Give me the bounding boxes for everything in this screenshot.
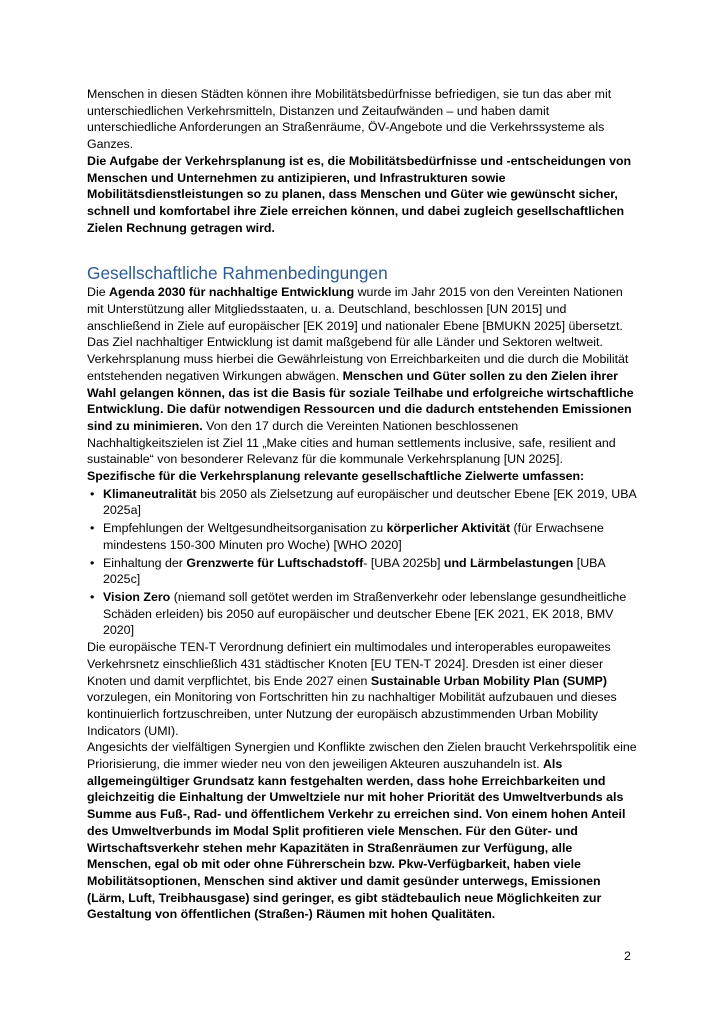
section-heading: Gesellschaftliche Rahmenbedingungen: [87, 263, 388, 284]
list-item-physical-activity: • Empfehlungen der Weltgesundheitsorganisation zu körperlicher Aktivität (für Erwachsene mindestens 150-300 Minuten pro Woche) [WHO 2020]: [87, 520, 637, 553]
document-page: [87, 86, 637, 923]
page-number: 2: [624, 949, 631, 963]
target-values-intro: Spezifische für die Verkehrsplanung relevante gesellschaftliche Zielwerte umfassen:: [87, 469, 585, 484]
target-values-list: [87, 486, 637, 639]
ten-t-paragraph: Die europäische TEN-T Verordnung definiert ein multimodales und interoperables europaweites Verkehrsnetz einschließlich 431 städtischer Knoten [EU TEN-T 2024]. Dresden ist einer dieser Knoten und damit verpflichtet, bis Ende 2027 einen Sustainable Urban Mobility Plan (SUMP) vorzulegen, ein Monitoring von Fortschritten hin zu nachhaltiger Mobilität aufzubauen und dieses kontinuierlich fortzuschreiben, unter Nutzung der europäisch abzustimmenden Urban Mobility Indicators (UMI).: [87, 640, 617, 738]
list-item-vision-zero: • Vision Zero (niemand soll getötet werden im Straßenverkehr oder lebenslange gesundheitliche Schäden erleiden) bis 2050 auf europäischer und deutscher Ebene [EK 2021, EK 2018, BMV 2020]: [87, 589, 637, 639]
list-item-climate: • Klimaneutralität bis 2050 als Zielsetzung auf europäischer und deutscher Ebene [EK 2019, UBA 2025a]: [87, 486, 637, 519]
list-item-pollution-limits: • Einhaltung der Grenzwerte für Luftschadstoff- [UBA 2025b] und Lärmbelastungen [UBA 2025c]: [87, 555, 637, 588]
agenda-paragraph: Die Agenda 2030 für nachhaltige Entwicklung wurde im Jahr 2015 von den Vereinten Nationen mit Unterstützung aller Mitgliedsstaaten, u. a. Deutschland, beschlossen [UN 2015] und anschließend in Ziele auf europäischer [EK 2019] und nationaler Ebene [BMUKN 2025] übersetzt. Das Ziel nachhaltiger Entwicklung ist damit maßgebend für alle Länder und Sektoren weltweit. Verkehrsplanung muss hierbei die Gewährleistung von Erreichbarkeiten und die durch die Mobilität entstehenden negativen Wirkungen abwägen. Menschen und Güter sollen zu den Zielen ihrer Wahl gelangen können, das ist die Basis für soziale Teilhabe und erfolgreiche wirtschaftliche Entwicklung. Die dafür notwendigen Ressourcen und die dadurch entstehenden Emissionen sind zu minimieren. Von den 17 durch die Vereinten Nationen beschlossenen Nachhaltigkeitszielen ist Ziel 11 „Make cities and human settlements inclusive, safe, resilient and sustainable“ von besonderer Relevanz für die kommunale Verkehrsplanung [UN 2025].: [87, 285, 634, 467]
intro-paragraph: Menschen in diesen Städten können ihre Mobilitätsbedürfnisse befriedigen, sie tun das aber mit unterschiedlichen Verkehrsmitteln, Distanzen und Zeitaufwänden – und haben damit unterschiedliche Anforderungen an Straßenräume, ÖV-Angebote und die Verkehrssysteme als Ganzes.: [87, 87, 612, 152]
prioritization-paragraph: Angesichts der vielfältigen Synergien und Konflikte zwischen den Zielen braucht Verkehrspolitik eine Priorisierung, die immer wieder neu von den jeweiligen Akteuren auszuhandeln ist. Als allgemeingültiger Grundsatz kann festgehalten werden, dass hohe Erreichbarkeiten und gleichzeitig die Einhaltung der Umweltziele nur mit hoher Priorität des Umweltverbunds als Summe aus Fuß-, Rad- und öffentlichem Verkehr zu erreichen sind. Von einem hohen Anteil des Umweltverbunds im Modal Split profitieren viele Menschen. Für den Güter- und Wirtschaftsverkehr stehen mehr Kapazitäten in Straßenräumen zur Verfügung, alle Menschen, egal ob mit oder ohne Führerschein bzw. Pkw-Verfügbarkeit, haben viele Mobilitätsoptionen, Menschen sind aktiver und damit gesünder unterwegs, Emissionen (Lärm, Luft, Treibhausgase) sind geringer, es gibt städtebaulich neue Möglichkeiten zur Gestaltung von öffentlichen (Straßen-) Räumen mit hohen Qualitäten.: [87, 740, 637, 922]
intro-key-statement: Die Aufgabe der Verkehrsplanung ist es, die Mobilitätsbedürfnisse und -entscheidungen von Menschen und Unternehmen zu antizipieren, und Infrastrukturen sowie Mobilitätsdienstleistungen so zu planen, dass Menschen und Güter wie gewünscht sicher, schnell und komfortabel ihre Ziele erreichen können, und dabei zugleich gesellschaftlichen Zielen Rechnung getragen wird.: [87, 153, 632, 235]
